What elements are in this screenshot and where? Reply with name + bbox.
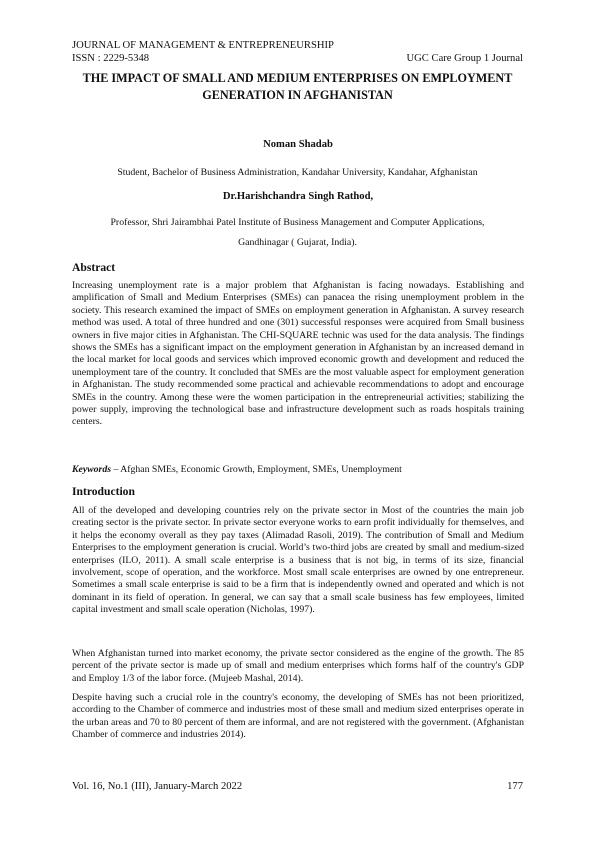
paper-title: THE IMPACT OF SMALL AND MEDIUM ENTERPRISES ON EMPLOYMENT GENERATION IN AFGHANISTAN	[82, 71, 513, 102]
author-2-affiliation: Professor, Shri Jairambhai Patel Institute of Business Management and Computer Applications,	[110, 217, 485, 228]
footer-volume: Vol. 16, No.1 (III), January-March 2022	[72, 781, 243, 792]
introduction-heading: Introduction	[72, 485, 135, 498]
page-number: 177	[507, 781, 523, 792]
author-1-affiliation: Student, Bachelor of Business Administration, Kandahar University, Kandahar, Afghanistan	[117, 167, 478, 178]
abstract-heading: Abstract	[72, 261, 116, 274]
author-2-name: Dr.Harishchandra Singh Rathod,	[222, 191, 374, 202]
keywords-label: Keywords	[72, 464, 111, 475]
introduction-paragraph-2: When Afghanistan turned into market economy, the private sector considered as the engine of the growth. The 85 percent of the private sector is made up of small and medium enterprises which forms half of the country's GDP and Employ 1/3 of the labor force. (Mujeeb Mashal, 2014).	[72, 648, 524, 684]
author-1-name: Noman Shadab	[263, 139, 333, 150]
keywords	[72, 464, 524, 476]
author-2-affiliation-location: Gandhinagar ( Gujarat, India).	[238, 237, 357, 248]
abstract-text: Increasing unemployment rate is a major problem that Afghanistan is facing nowadays. Establishing and amplification of Small and Medium Enterprises (SMEs) can panacea the rising unemployment problem in the society. This research examined the impact of SMEs on employment generation in Afghanistan. A survey research method was used. A total of three hundred and one (301) successful responses were acquired from Small business owners in five major cities in Afghanistan. The CHI-SQUARE technic was used for the data analysis. The findings shows the SMEs has a significant impact on the employment generation in Afghanistan by an increased demand in the local market for local goods and services which improved economic growth and development and reduced the unemployment tare of the country. It concluded that SMEs are the most valuable aspect for employment generation in Afghanistan. The study recommended some practical and achievable recommendations to adopt and encourage SMEs in the country. Among these were the women participation in the entrepreneurial activities; stabilizing the power supply, improving the technological base and infrastructure development such as roads hospitals training centers.	[72, 280, 524, 428]
introduction-paragraph-1: All of the developed and developing countries rely on the private sector in Most of the countries the main job creating sector is the private sector. In private sector everyone works to earn profit individually for themselves, and it helps the economy overall as they pay taxes (Alimadad Rasoli, 2019). The contribution of Small and Medium Enterprises to the employment generation is crucial. World’s two-third jobs are created by small and medium-sized enterprises (ILO, 2011). A small scale enterprise is a business that is not big, in terms of its size, financial involvement, scope of operation, and the workforce. Most small scale enterprises are owned by one entrepreneur. Sometimes a small scale enterprise is said to be a firm that is independently owned and operated and which is not dominant in its field of operation. In general, we can say that a small scale business has few employees, limited capital investment and small scale operation (Nicholas, 1997).	[72, 505, 524, 616]
keywords-text: – Afghan SMEs, Economic Growth, Employment, SMEs, Unemployment	[111, 464, 402, 475]
introduction-paragraph-3: Despite having such a crucial role in the country's economy, the developing of SMEs has not been prioritized, according to the Chamber of commerce and industries most of these small and medium sized enterprises operate in the urban areas and 70 to 80 percent of them are informal, and are not registered with the government. (Afghanistan Chamber of commerce and industries 2014).	[72, 692, 524, 741]
journal-name: JOURNAL OF MANAGEMENT & ENTREPRENEURSHIP	[72, 40, 334, 51]
ugc-label: UGC Care Group 1 Journal	[406, 53, 523, 64]
issn: ISSN : 2229-5348	[72, 53, 150, 64]
